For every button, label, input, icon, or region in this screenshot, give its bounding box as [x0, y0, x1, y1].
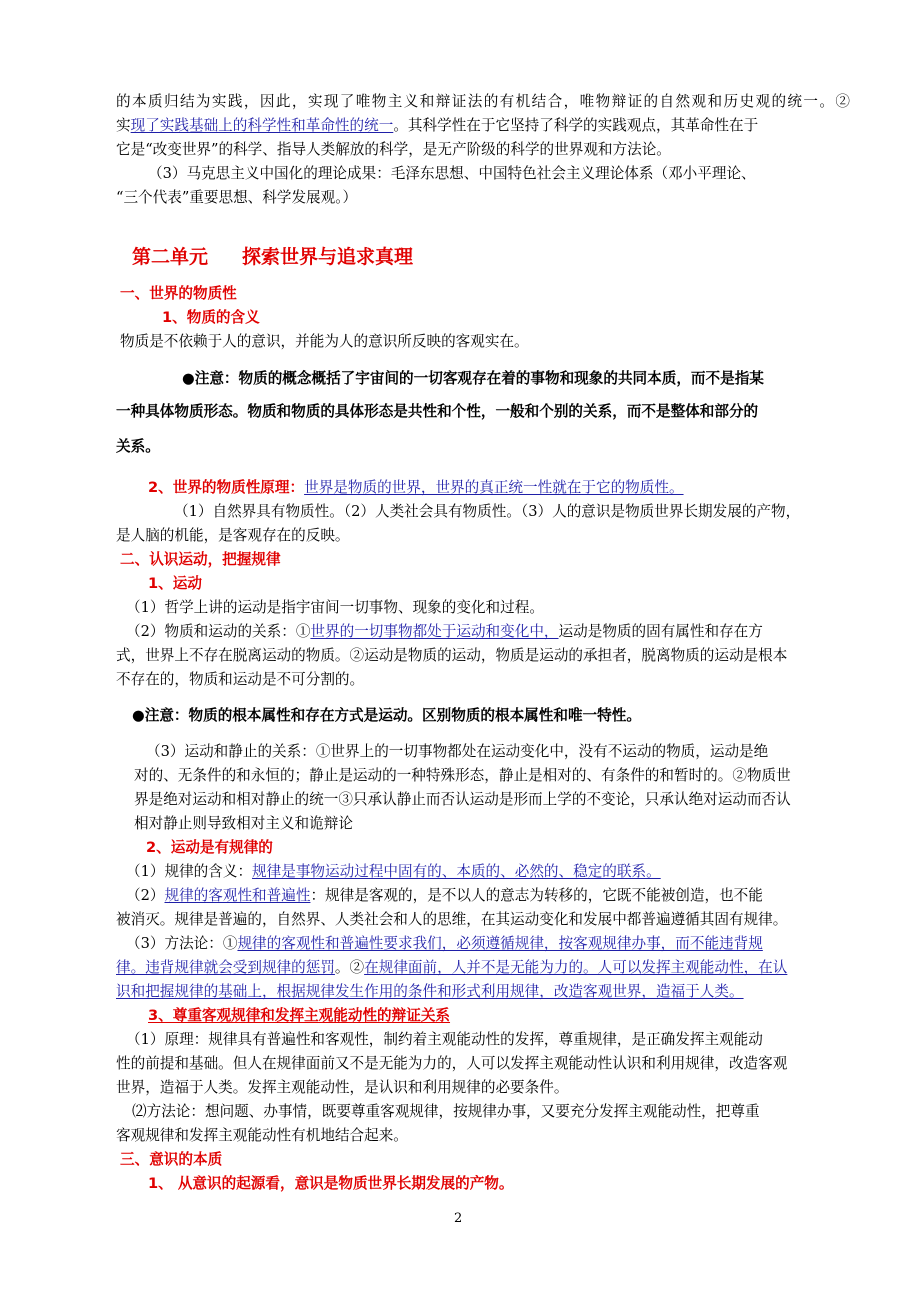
underlined-text: 规律的客观性和普遍性: [164, 887, 311, 904]
subsection-heading: [148, 478, 684, 498]
paragraph-line: 物质是不依赖于人的意识，并能为人的意识所反映的客观实在。: [120, 333, 529, 350]
paragraph-line: （3）马克思主义中国化的理论成果：毛泽东思想、中国特色社会主义理论体系（邓小平理论、: [148, 165, 756, 182]
paragraph-line: （1）哲学上讲的运动是指宇宙间一切事物、现象的变化和过程。: [126, 599, 544, 616]
underlined-text: 识和把握规律的基础上，根据规律发生作用的条件和形式利用规律，改造客观世界，造福于人类。: [116, 983, 744, 1000]
paragraph-line: [116, 116, 758, 136]
note-line: ●注意：物质的根本属性和存在方式是运动。区别物质的根本属性和唯一特性。: [132, 707, 641, 724]
text: （1）规律的含义：: [126, 863, 253, 880]
paragraph-line: 相对静止则导致相对主义和诡辩论: [134, 815, 353, 832]
text: （2）物质和运动的关系：①: [126, 623, 311, 640]
section-heading: 一、世界的物质性: [120, 285, 237, 302]
paragraph-line: [116, 958, 787, 978]
unit-title: [132, 244, 413, 270]
underlined-text: 规律是事物运动过程中固有的、本质的、必然的、稳定的联系。: [252, 863, 661, 880]
underlined-text: 现了实践基础上的科学性和革命性的统一: [130, 117, 394, 134]
paragraph-line: （1）原理：规律具有普遍性和客观性，制约着主观能动性的发挥，尊重规律，是正确发挥主观能动: [126, 1031, 763, 1048]
subsection-heading: 3、尊重客观规律和发挥主观能动性的辩证关系: [148, 1007, 451, 1024]
text: 。②: [334, 959, 365, 976]
unit-name: 探索世界与追求真理: [242, 246, 414, 268]
paragraph-line: 是人脑的机能，是客观存在的反映。: [116, 527, 350, 544]
underlined-text: 在规律面前，人并不是无能为力的。人可以发挥主观能动性，在认: [364, 959, 788, 976]
page-number: 2: [454, 1211, 463, 1226]
paragraph-line: [116, 982, 744, 1002]
paragraph-line: 不存在的，物质和运动是不可分割的。: [116, 671, 365, 688]
paragraph-line: 的本质归结为实践，因此，实现了唯物主义和辩证法的有机结合，唯物辩证的自然观和历史观的统一。②: [116, 93, 850, 110]
paragraph-line: ⑵方法论：想问题、办事情，既要尊重客观规律，按规律办事，又要充分发挥主观能动性，把尊重: [132, 1103, 760, 1120]
subsection-heading: 2、运动是有规律的: [146, 839, 273, 856]
paragraph-line: 式，世界上不存在脱离运动的物质。②运动是物质的运动，物质是运动的承担者，脱离物质的运动是根本: [116, 647, 788, 664]
text: 实: [116, 117, 131, 134]
paragraph-line: [126, 886, 763, 906]
text: ：规律是客观的，是不以人的意志为转移的，它既不能被创造，也不能: [310, 887, 763, 904]
text: 。其科学性在于它坚持了科学的实践观点，其革命性在于: [393, 117, 759, 134]
subsection-heading: 1、物质的含义: [162, 309, 260, 326]
text: （3）方法论：①: [126, 935, 238, 952]
subsection-heading: 1、 从意识的起源看，意识是物质世界长期发展的产物。: [148, 1175, 514, 1192]
paragraph-line: 性的前提和基础。但人在规律面前又不是无能为力的，人可以发挥主观能动性认识和利用规律，改造客观: [116, 1055, 788, 1072]
underlined-text: 世界的一切事物都处于运动和变化中，: [310, 623, 559, 640]
paragraph-line: （1）自然界具有物质性。（2）人类社会具有物质性。（3）人的意识是物质世界长期发展的产物，: [174, 503, 801, 520]
text: （2）: [126, 887, 165, 904]
underlined-text: 世界是物质的世界，世界的真正统一性就在于它的物质性。: [304, 479, 684, 496]
subsection-heading: 1、运动: [148, 575, 202, 592]
paragraph-line: 它是“改变世界”的科学、指导人类解放的科学，是无产阶级的科学的世界观和方法论。: [116, 141, 671, 158]
section-heading: 二、认识运动，把握规律: [120, 551, 281, 568]
paragraph-line: 世界，造福于人类。发挥主观能动性，是认识和利用规律的必要条件。: [116, 1079, 569, 1096]
paragraph-line: [126, 862, 661, 882]
paragraph-line: [126, 934, 763, 954]
paragraph-line: 界是绝对运动和相对静止的统一③只承认静止而否认运动是形而上学的不变论，只承认绝对运动而否认: [134, 791, 791, 808]
paragraph-line: 客观规律和发挥主观能动性有机地结合起来。: [116, 1127, 408, 1144]
note-line: 一种具体物质形态。物质和物质的具体形态是共性和个性，一般和个别的关系，而不是整体和部分的: [116, 403, 759, 420]
paragraph-line: （3）运动和静止的关系：①世界上的一切事物都处在运动变化中，没有不运动的物质，运动是绝: [146, 743, 769, 760]
subsection-label: 2、世界的物质性原理：: [148, 479, 305, 496]
section-heading: 三、意识的本质: [120, 1151, 223, 1168]
note-line: ●注意：物质的概念概括了宇宙间的一切客观存在着的事物和现象的共同本质，而不是指某: [182, 370, 764, 387]
paragraph-line: 被消灭。规律是普遍的，自然界、人类社会和人的思维，在其运动变化和发展中都普遍遵循其固有规律。: [116, 911, 788, 928]
paragraph-line: [126, 622, 763, 642]
note-line: 关系。: [116, 438, 160, 455]
underlined-text: 规律的客观性和普遍性要求我们，必须遵循规律，按客观规律办事，而不能违背规: [237, 935, 763, 952]
paragraph-line: 对的、无条件的和永恒的；静止是运动的一种特殊形态，静止是相对的、有条件的和暂时的。②物质世: [134, 767, 791, 784]
text: 运动是物质的固有属性和存在方: [558, 623, 763, 640]
unit-label: 第二单元: [132, 246, 209, 268]
underlined-text: 律。违背规律就会受到规律的惩罚: [116, 959, 335, 976]
paragraph-line: “三个代表”重要思想、科学发展观。）: [116, 189, 358, 206]
